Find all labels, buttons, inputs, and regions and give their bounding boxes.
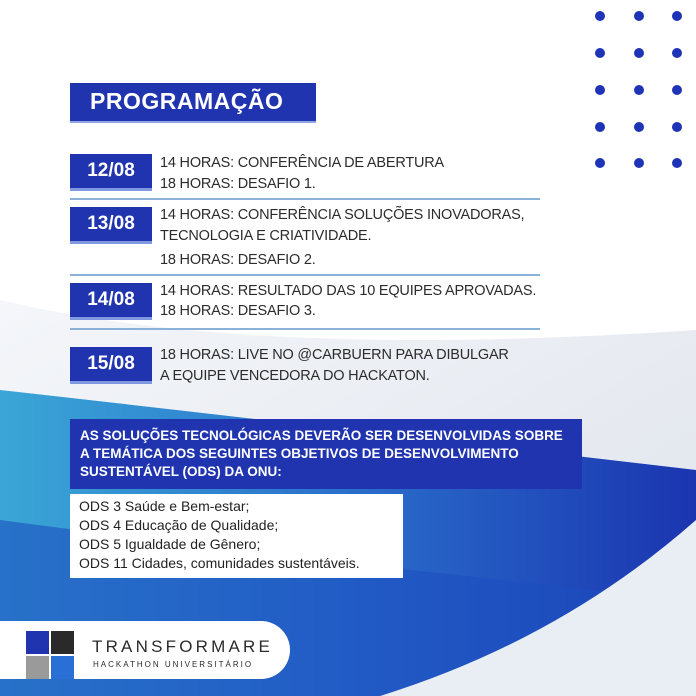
event-line: 14 HORAS: CONFERÊNCIA SOLUÇÕES INOVADORAS, bbox=[160, 207, 525, 223]
dot bbox=[595, 11, 605, 21]
dot bbox=[634, 122, 644, 132]
event-line: 18 HORAS: DESAFIO 3. bbox=[160, 303, 316, 319]
dot bbox=[672, 11, 682, 21]
event-line: 18 HORAS: DESAFIO 1. bbox=[160, 176, 316, 192]
dot bbox=[595, 122, 605, 132]
page-title-box bbox=[70, 83, 316, 123]
date-badge-day-1: 12/08 bbox=[70, 154, 152, 188]
dot bbox=[595, 85, 605, 95]
dot-grid-decoration bbox=[593, 10, 687, 170]
divider bbox=[70, 274, 540, 276]
page-title: PROGRAMAÇÃO bbox=[90, 88, 284, 114]
ods-item: ODS 3 Saúde e Bem-estar; bbox=[79, 498, 250, 514]
ods-list bbox=[70, 494, 403, 578]
ods-heading: AS SOLUÇÕES TECNOLÓGICAS DEVERÃO SER DESENVOLVIDAS SOBRE A TEMÁTICA DOS SEGUINTES OBJETIVOS DE DESENVOLVIMENTO SUSTENTÁVEL (ODS) DA ONU: bbox=[80, 428, 563, 479]
dot bbox=[672, 85, 682, 95]
date-badge-day-4: 15/08 bbox=[70, 347, 152, 381]
dot bbox=[634, 11, 644, 21]
event-line: 14 HORAS: CONFERÊNCIA DE ABERTURA bbox=[160, 155, 445, 171]
divider bbox=[70, 198, 540, 200]
event-line: 18 HORAS: DESAFIO 2. bbox=[160, 252, 316, 268]
dot bbox=[595, 158, 605, 168]
dot bbox=[634, 158, 644, 168]
date-badge-day-2: 13/08 bbox=[70, 207, 152, 241]
ods-item: ODS 4 Educação de Qualidade; bbox=[79, 517, 279, 533]
transformare-logo-icon bbox=[26, 631, 74, 679]
event-line: 14 HORAS: RESULTADO DAS 10 EQUIPES APROVADAS. bbox=[160, 283, 537, 299]
dot bbox=[672, 122, 682, 132]
brand-name: TRANSFORMARE bbox=[92, 637, 274, 656]
ods-item: ODS 11 Cidades, comunidades sustentáveis. bbox=[79, 555, 360, 571]
dot bbox=[672, 48, 682, 58]
event-line: A EQUIPE VENCEDORA DO HACKATON. bbox=[160, 368, 430, 384]
ods-heading-box bbox=[70, 419, 582, 489]
date-badge-day-3: 14/08 bbox=[70, 283, 152, 317]
event-line: 18 HORAS: LIVE NO @CARBUERN PARA DIBULGAR bbox=[160, 347, 509, 363]
brand-tagline: HACKATHON UNIVERSITÁRIO bbox=[93, 660, 254, 669]
dot bbox=[634, 48, 644, 58]
dot bbox=[672, 158, 682, 168]
dot bbox=[634, 85, 644, 95]
dot bbox=[595, 48, 605, 58]
ods-item: ODS 5 Igualdade de Gênero; bbox=[79, 536, 261, 552]
divider bbox=[70, 328, 540, 330]
event-line: TECNOLOGIA E CRIATIVIDADE. bbox=[160, 228, 372, 244]
